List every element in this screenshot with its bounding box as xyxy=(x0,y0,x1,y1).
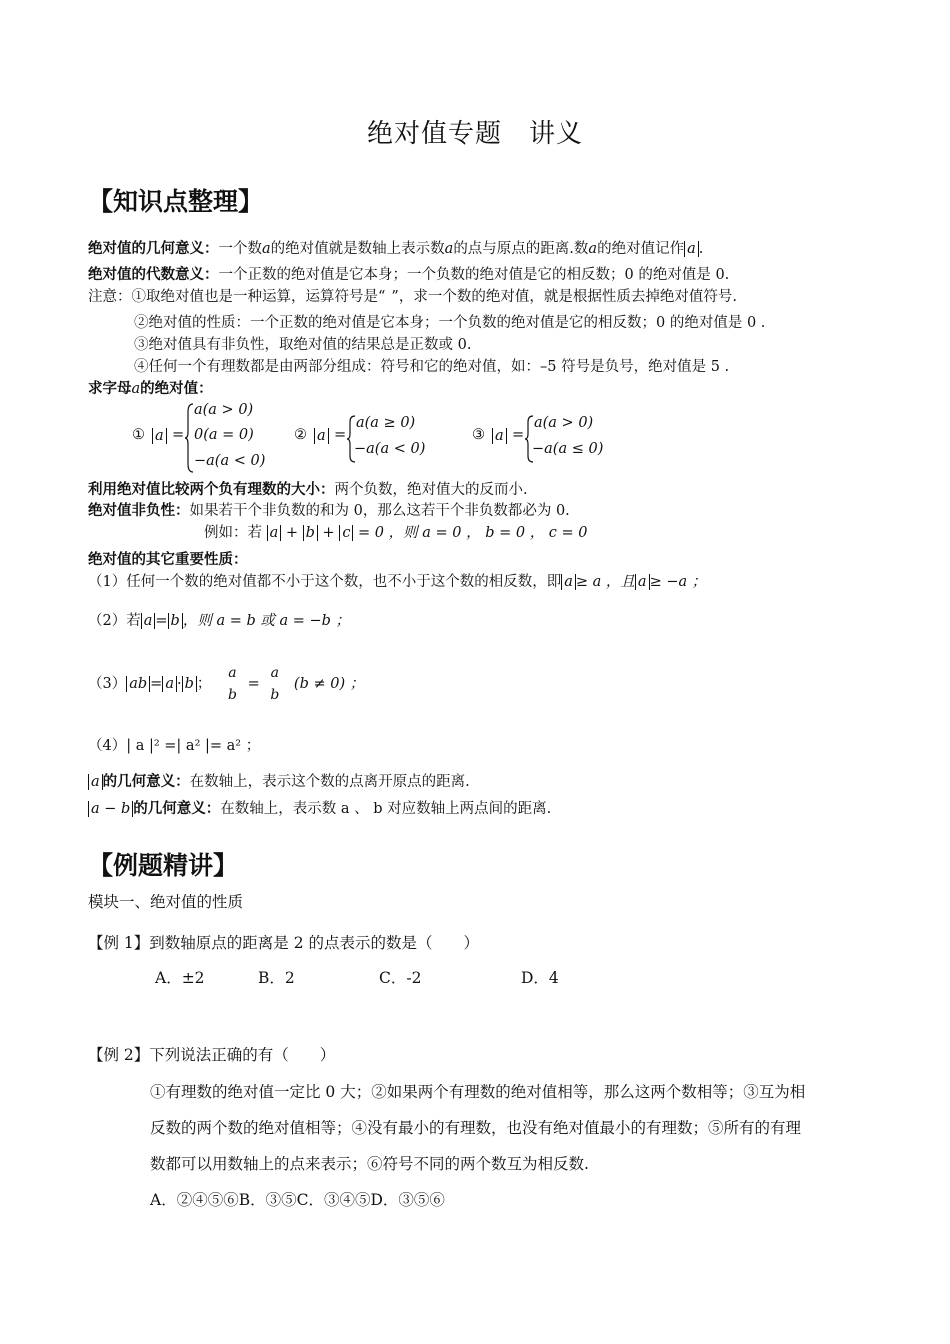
alg-meaning-line: 绝对值的代数意义：一个正数的绝对值是它本身；一个负数的绝对值是它的相反数；0 的绝对值是 0. xyxy=(88,267,730,283)
ex1-option-c: C．-2 xyxy=(379,969,422,987)
case-2-line-1: a(a ≥ 0) xyxy=(356,415,416,431)
property-1: （1）任何一个数的绝对值都不小于这个数，也不小于这个数的相反数，即 a ≥ a ，且 a ≥ −a ； xyxy=(88,574,707,590)
module-title: 模块一、绝对值的性质 xyxy=(88,893,244,911)
case-1-line-1: a(a > 0) xyxy=(194,402,254,418)
geo-meaning-label: 绝对值的几何意义： xyxy=(88,241,219,257)
meaning-abs-a: a 的几何意义：在数轴上，表示这个数的点离开原点的距离. xyxy=(88,771,470,793)
page-title: 绝对值专题 讲义 xyxy=(366,119,583,149)
case-1-line-3: −a(a < 0) xyxy=(194,453,266,469)
fraction-right: a b xyxy=(270,665,280,703)
case-2-line-2: −a(a < 0) xyxy=(354,441,426,457)
case-3-abs: a xyxy=(492,428,507,444)
case-1-abs: a xyxy=(152,428,167,444)
nonneg-line: 绝对值非负性：如果若干个非负数的和为 0，那么这若干个非负数都必为 0. xyxy=(88,503,570,519)
note-3: ③绝对值具有非负性，取绝对值的结果总是正数或 0. xyxy=(134,337,472,353)
note-1: 注意：①取绝对值也是一种运算，运算符号是“ ”，求一个数的绝对值，就是根据性质去掉绝对值符号. xyxy=(88,289,737,305)
abs-a: a xyxy=(684,241,699,257)
alg-meaning-label: 绝对值的代数意义： xyxy=(88,267,219,283)
example-1-question: 【例 1】到数轴原点的距离是 2 的点表示的数是（ ） xyxy=(88,934,480,952)
piecewise-definitions: ① a = a(a > 0) 0(a = 0) −a(a < 0) ② a = a(a ≥ 0) −a(a < 0) ③ a = a(a > 0) −a(a ≤ 0) xyxy=(132,402,832,474)
ex1-option-b: B．2 xyxy=(258,969,295,987)
nonneg-example: 例如：若 a + b + c = 0 ，则 a = 0 ， b = 0 ， c = 0 xyxy=(204,525,588,541)
example-2-options: A．②④⑤⑥B．③⑤C．③④⑤D．③⑤⑥ xyxy=(150,1191,445,1209)
section-heading-examples: 【例题精讲】 xyxy=(88,851,239,880)
case-2-abs: a xyxy=(314,428,329,444)
example-2-body: ①有理数的绝对值一定比 0 大；②如果两个有理数的绝对值相等，那么这两个数相等；③互为相 反数的两个数的绝对值相等；④没有最小的有理数，也没有绝对值最小的有理数；⑤所有的有理 数都可以用数轴上的点来表示；⑥符号不同的两个数互为相反数. A．②④⑤⑥B．③⑤C．③④⑤D．③⑤⑥ xyxy=(150,1074,805,1218)
fraction-left: a b xyxy=(228,665,237,703)
note-4: ④任何一个有理数都是由两部分组成：符号和它的绝对值，如：–5 符号是负号，绝对值是 5 . xyxy=(134,359,730,375)
property-3: （3） ab = a · b ； a b = a b (b ≠ 0) ； xyxy=(88,662,364,706)
case-3-line-1: a(a > 0) xyxy=(534,415,594,431)
case-1-brace xyxy=(184,402,194,474)
ex1-option-a: A．±2 xyxy=(155,969,205,987)
compare-line: 利用绝对值比较两个负有理数的大小：两个负数，绝对值大的反而小. xyxy=(88,482,528,498)
find-abs-heading: 求字母a的绝对值： xyxy=(88,381,213,397)
note-2: ②绝对值的性质：一个正数的绝对值是它本身；一个负数的绝对值是它的相反数；0 的绝对值是 0 . xyxy=(134,315,766,331)
geo-meaning-line: 绝对值的几何意义：一个数a的绝对值就是数轴上表示数a的点与原点的距离.数a的绝对值记作 a . xyxy=(88,241,704,257)
other-properties-heading: 绝对值的其它重要性质： xyxy=(88,552,248,568)
ex1-option-d: D．4 xyxy=(521,969,559,987)
property-4: （4）| a |² =| a² |= a² ； xyxy=(88,738,261,754)
case-3-line-2: −a(a ≤ 0) xyxy=(532,441,604,457)
case-3-number: ③ xyxy=(472,427,485,443)
section-heading-knowledge: 【知识点整理】 xyxy=(88,187,264,216)
property-2: （2）若 a = b ，则 a = b 或 a = −b ； xyxy=(88,613,351,629)
example-1-options xyxy=(155,967,559,989)
case-1-line-2: 0(a = 0) xyxy=(194,427,254,443)
case-1-number: ① xyxy=(132,427,145,443)
case-2-number: ② xyxy=(294,427,307,443)
example-2-question: 【例 2】下列说法正确的有（ ） xyxy=(88,1046,336,1064)
meaning-abs-a-minus-b: a − b 的几何意义：在数轴上，表示数 a 、 b 对应数轴上两点间的距离. xyxy=(88,798,551,820)
